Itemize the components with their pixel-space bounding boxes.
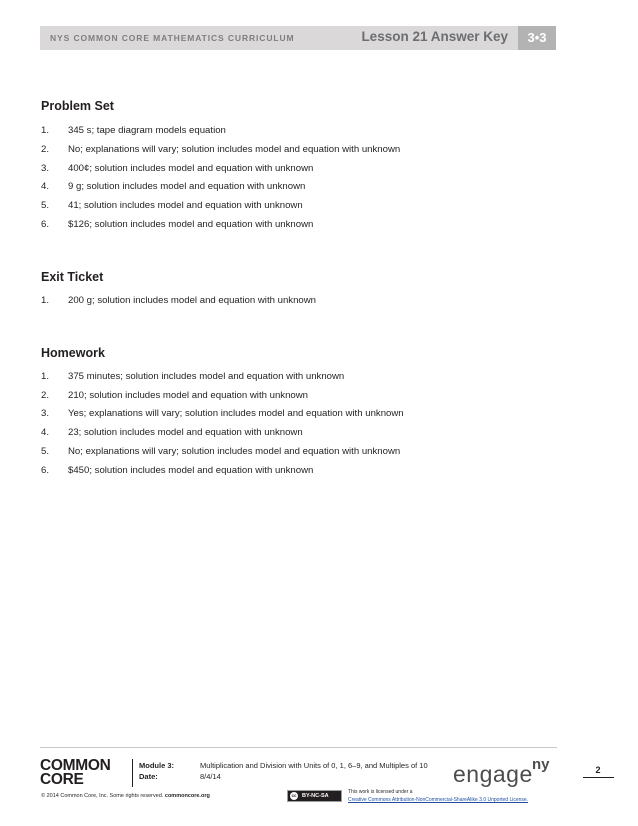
engage-word: engage [453,761,533,787]
item-number: 2. [41,390,50,401]
module-label: Module 3: [139,761,174,770]
curriculum-title: NYS COMMON CORE MATHEMATICS CURRICULUM [50,33,295,43]
copyright-notice [41,793,210,799]
item-number: 6. [41,219,50,230]
item-answer: 23; solution includes model and equation with unknown [68,427,303,438]
item-answer: 345 s; tape diagram models equation [68,125,226,136]
license-link[interactable]: Creative Commons Attribution-NonCommercial-ShareAlike 3.0 Unported License. [348,797,529,803]
cc-badge-label: BY-NC-SA [302,793,329,799]
item-number: 1. [41,371,50,382]
item-answer: 375 minutes; solution includes model and equation with unknown [68,371,345,382]
engage-ny-logo [453,757,558,789]
engage-ny-superscript: ny [532,756,550,773]
item-number: 2. [41,144,50,155]
item-answer: No; explanations will vary; solution includes model and equation with unknown [68,446,401,457]
item-answer: $126; solution includes model and equation with unknown [68,219,314,230]
item-answer: 9 g; solution includes model and equation with unknown [68,181,306,192]
page-number-underline [583,777,614,778]
item-number: 5. [41,446,50,457]
copyright-text: © 2014 Common Core, Inc. Some rights reserved. [41,793,164,799]
item-number: 3. [41,408,50,419]
date-value: 8/4/14 [200,772,221,781]
exit-ticket-heading: Exit Ticket [41,270,104,284]
module-value: Multiplication and Division with Units of 0, 1, 6–9, and Multiples of 10 [200,761,428,770]
item-number: 6. [41,465,50,476]
item-number: 4. [41,427,50,438]
item-answer: $450; solution includes model and equation with unknown [68,465,314,476]
homework-heading: Homework [41,346,105,360]
page-number: 2 [595,765,601,775]
creative-commons-badge[interactable] [287,790,342,802]
item-number: 1. [41,295,50,306]
cc-icon: cc [291,793,297,798]
logo-line-1: COMMON [40,757,111,774]
logo-line-2: CORE [40,771,84,788]
item-answer: 400¢; solution includes model and equation with unknown [68,163,314,174]
problem-set-heading: Problem Set [41,99,114,113]
item-number: 5. [41,200,50,211]
date-label: Date: [139,772,158,781]
lesson-title: Lesson 21 Answer Key [361,29,508,44]
item-answer: Yes; explanations will vary; solution includes model and equation with unknown [68,408,404,419]
grade-module-badge: 3•3 [518,26,556,50]
item-answer: 200 g; solution includes model and equation with unknown [68,295,317,306]
item-number: 3. [41,163,50,174]
footer-divider-line [40,747,557,748]
common-core-logo [40,758,130,788]
item-answer: 210; solution includes model and equation with unknown [68,390,309,401]
page-header [40,26,556,50]
license-intro: This work is licensed under a [348,789,413,795]
footer-vertical-divider [132,759,133,787]
item-answer: No; explanations will vary; solution includes model and equation with unknown [68,144,401,155]
copyright-site-link[interactable]: commoncore.org [164,793,210,799]
item-number: 4. [41,181,50,192]
item-answer: 41; solution includes model and equation with unknown [68,200,303,211]
item-number: 1. [41,125,50,136]
